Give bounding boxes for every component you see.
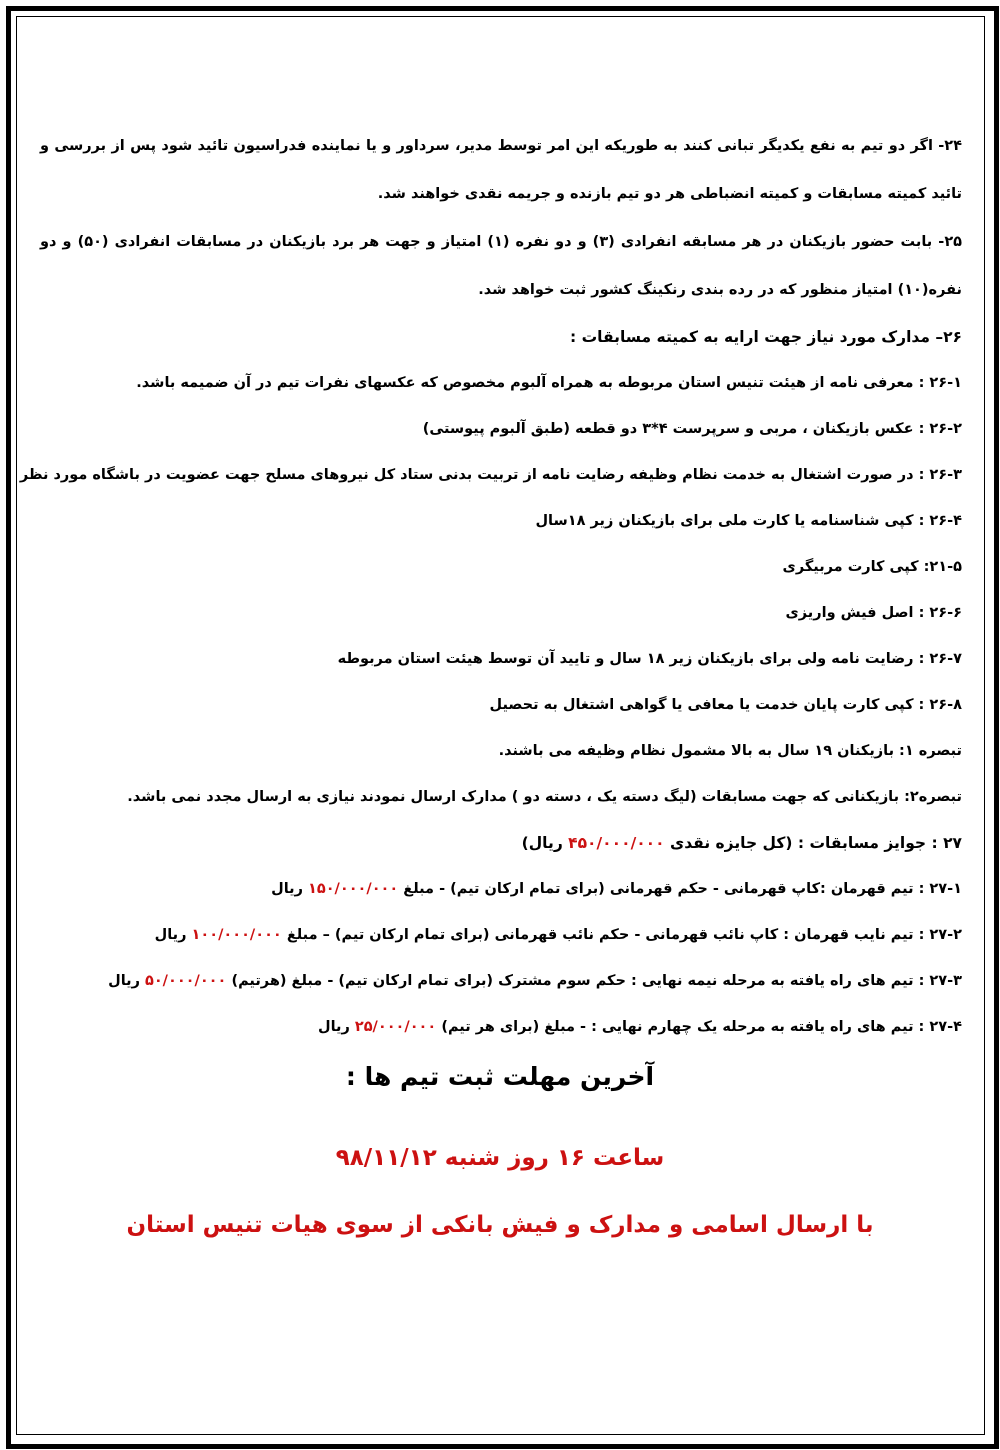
doc-item-7: ۲۶-۷ : رضایت نامه ولی برای بازیکنان زیر ۱۸ سال و تایید آن توسط هیئت استان مربوطه <box>337 651 962 667</box>
doc-item-4: ۲۶-۴ : کپی شناسنامه یا کارت ملی برای بازیکنان زیر ۱۸سال <box>535 513 962 529</box>
prize-item-4 <box>40 1004 962 1050</box>
prize-unit: ریال <box>317 1019 355 1035</box>
prize-unit: ریال <box>108 973 145 989</box>
prize-amount: ۱۰۰/۰۰۰/۰۰۰ <box>191 927 282 943</box>
prizes-heading <box>40 820 962 866</box>
document-body <box>19 122 963 1050</box>
prize-item-3 <box>40 958 962 1004</box>
doc-item-3: ۲۶-۳ : در صورت اشتغال به خدمت نظام وظیفه رضایت نامه از تربیت بدنی ستاد کل نیروهای مسلح جهت عضویت در باشگاه مورد نظر <box>19 467 962 483</box>
rule-25: ۲۵- بابت حضور بازیکنان در هر مسابقه انفرادی (۳) و دو نفره (۱) امتیاز و جهت هر برد بازیکنان در مسابقات انفرادی (۵۰) و دو نفره(۱۰) امتیاز منظور که در رده بندی رنکینگ کشور ثبت خواهد شد. <box>40 234 963 298</box>
doc-item-1: ۲۶-۱ : معرفی نامه از هیئت تنیس استان مربوطه به همراه آلبوم مخصوص که عکسهای نفرات تیم در آن ضمیمه باشد. <box>136 375 962 391</box>
prizes-heading-suffix: ریال) <box>521 834 569 852</box>
total-prize-amount: ۴۵۰/۰۰۰/۰۰۰ <box>568 834 665 852</box>
doc-item-2: ۲۶-۲ : عکس بازیکنان ، مربی و سرپرست ۴*۳ دو قطعه (طبق آلبوم پیوستی) <box>422 421 962 437</box>
prizes-heading-prefix: ۲۷ : جوایز مسابقات : (کل جایزه نقدی <box>664 834 962 852</box>
note-2: تبصره۲: بازیکنانی که جهت مسابقات (لیگ دسته یک ، دسته دو ) مدارک ارسال نمودند نیازی به ارسال مجدد نمی باشد. <box>127 789 962 805</box>
prize-text: ۲۷-۱ : تیم قهرمان :کاپ قهرمانی - حکم قهرمانی (برای تمام ارکان تیم) - مبلغ <box>398 881 962 897</box>
documents-heading: ۲۶– مدارک مورد نیاز جهت ارایه به کمیته مسابقات : <box>570 328 962 346</box>
deadline-title: آخرین مهلت ثبت تیم ها : <box>345 1062 655 1091</box>
prize-text: ۲۷-۳ : تیم های راه یافته به مرحله نیمه نهایی : حکم سوم مشترک (برای تمام ارکان تیم) - مبلغ (هرتیم) <box>226 973 962 989</box>
prize-item-1 <box>40 866 962 912</box>
rule-24: ۲۴- اگر دو تیم به نفع یکدیگر تبانی کنند به طوریکه این امر توسط مدیر، سرداور و یا نماینده فدراسیون تائید شود پس از بررسی و تائید کمیته مسابقات و کمیته انضباطی هر دو تیم بازنده و جریمه نقدی خواهند شد. <box>40 138 962 202</box>
note-1: تبصره ۱: بازیکنان ۱۹ سال به بالا مشمول نظام وظیفه می باشند. <box>498 743 962 759</box>
doc-item-5: ۲۱-۵: کپی کارت مربیگری <box>782 559 962 575</box>
prize-item-2 <box>40 912 962 958</box>
prize-amount: ۵۰/۰۰۰/۰۰۰ <box>144 973 227 989</box>
prize-text: ۲۷-۴ : تیم های راه یافته به مرحله یک چهارم نهایی : - مبلغ (برای هر تیم) <box>436 1019 962 1035</box>
prize-amount: ۱۵۰/۰۰۰/۰۰۰ <box>308 881 399 897</box>
prize-amount: ۲۵/۰۰۰/۰۰۰ <box>354 1019 437 1035</box>
prize-unit: ریال <box>271 881 308 897</box>
deadline-date: ساعت ۱۶ روز شنبه ۹۸/۱۱/۱۲ <box>335 1145 665 1171</box>
prize-text: ۲۷-۲ : تیم نایب قهرمان : کاپ نائب قهرمانی - حکم نائب قهرمانی (برای تمام ارکان تیم) – مبلغ <box>281 927 962 943</box>
doc-item-6: ۲۶-۶ : اصل فیش واریزی <box>785 605 962 621</box>
prize-unit: ریال <box>154 927 192 943</box>
doc-item-8: ۲۶-۸ : کپی کارت پایان خدمت یا معافی یا گواهی اشتغال به تحصیل <box>489 697 962 713</box>
deadline-note: با ارسال اسامی و مدارک و فیش بانکی از سوی هیات تنیس استان <box>126 1212 874 1238</box>
